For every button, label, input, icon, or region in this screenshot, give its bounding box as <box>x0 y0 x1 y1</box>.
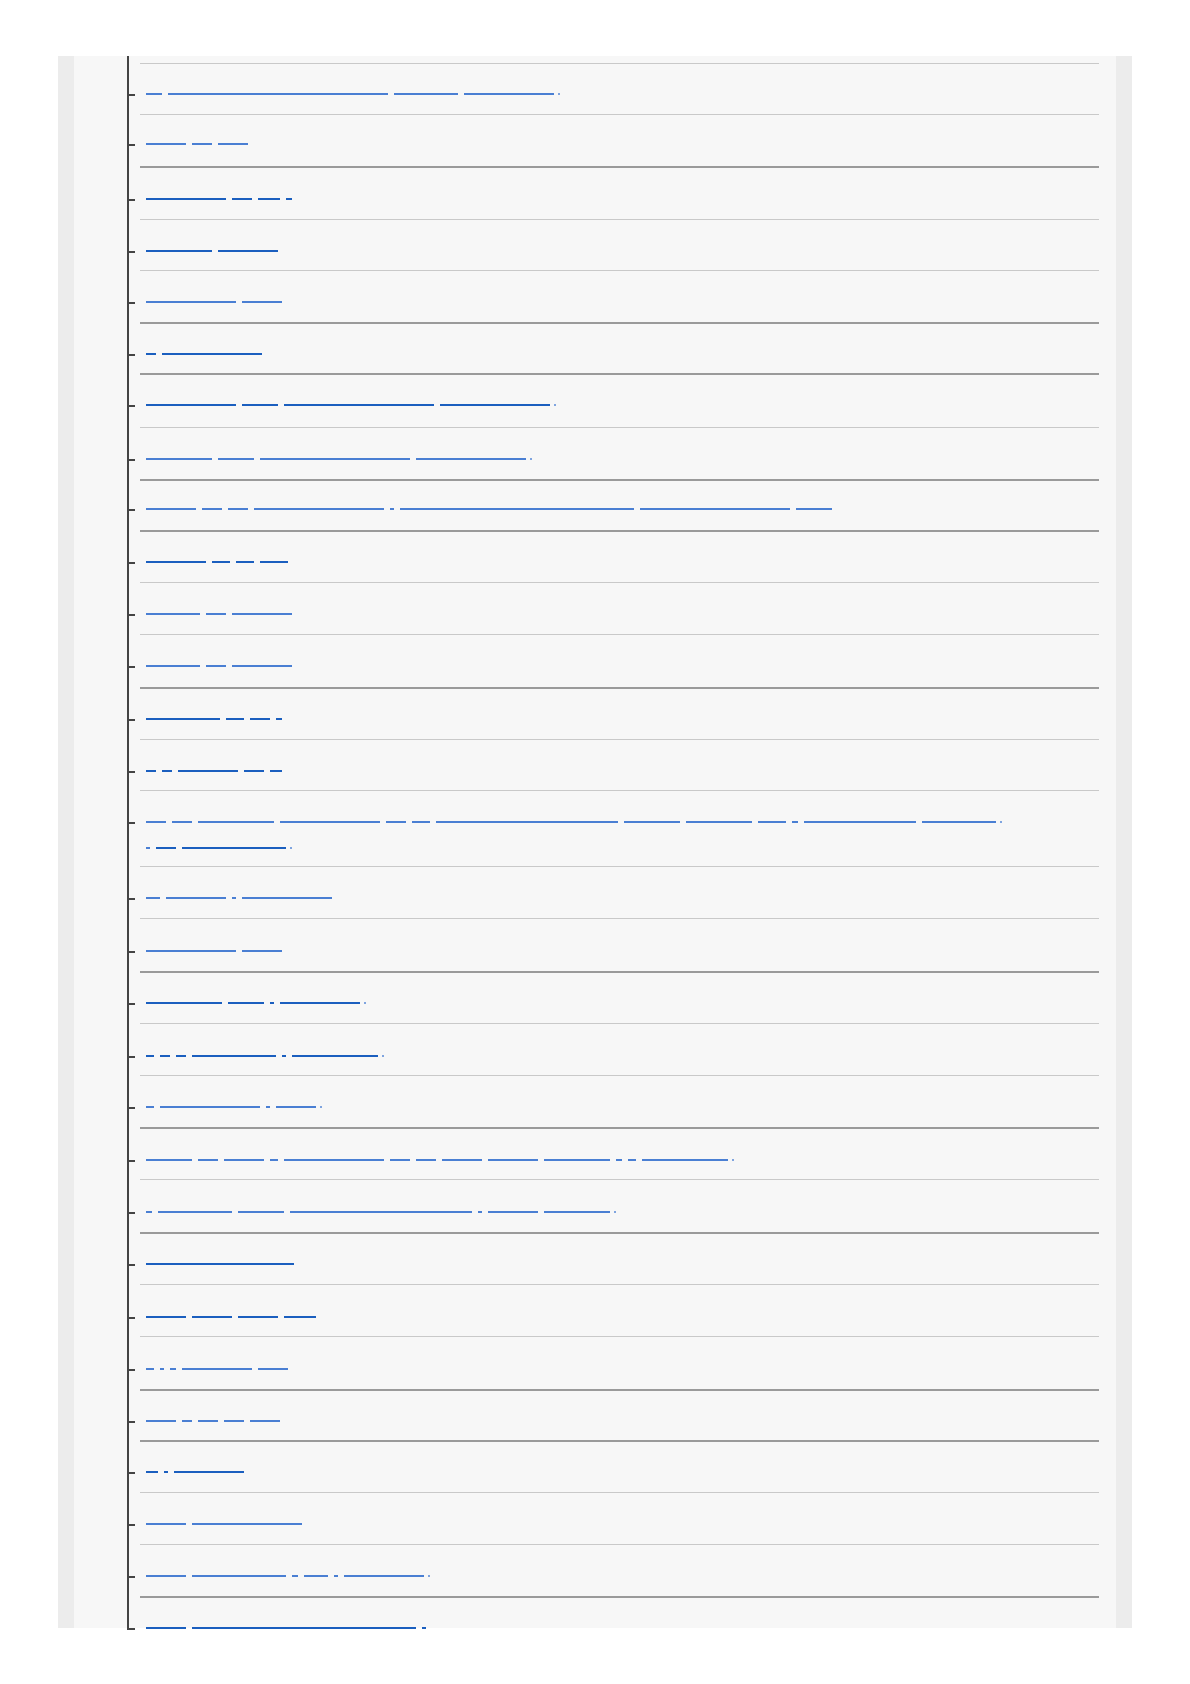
toc-link[interactable] <box>146 1615 426 1629</box>
tree-branch-tick <box>127 1628 135 1630</box>
link-text-segment <box>422 1627 426 1629</box>
link-text-segment <box>192 1627 416 1629</box>
link-text-segment <box>146 1627 186 1629</box>
row-separator <box>140 1596 1099 1598</box>
